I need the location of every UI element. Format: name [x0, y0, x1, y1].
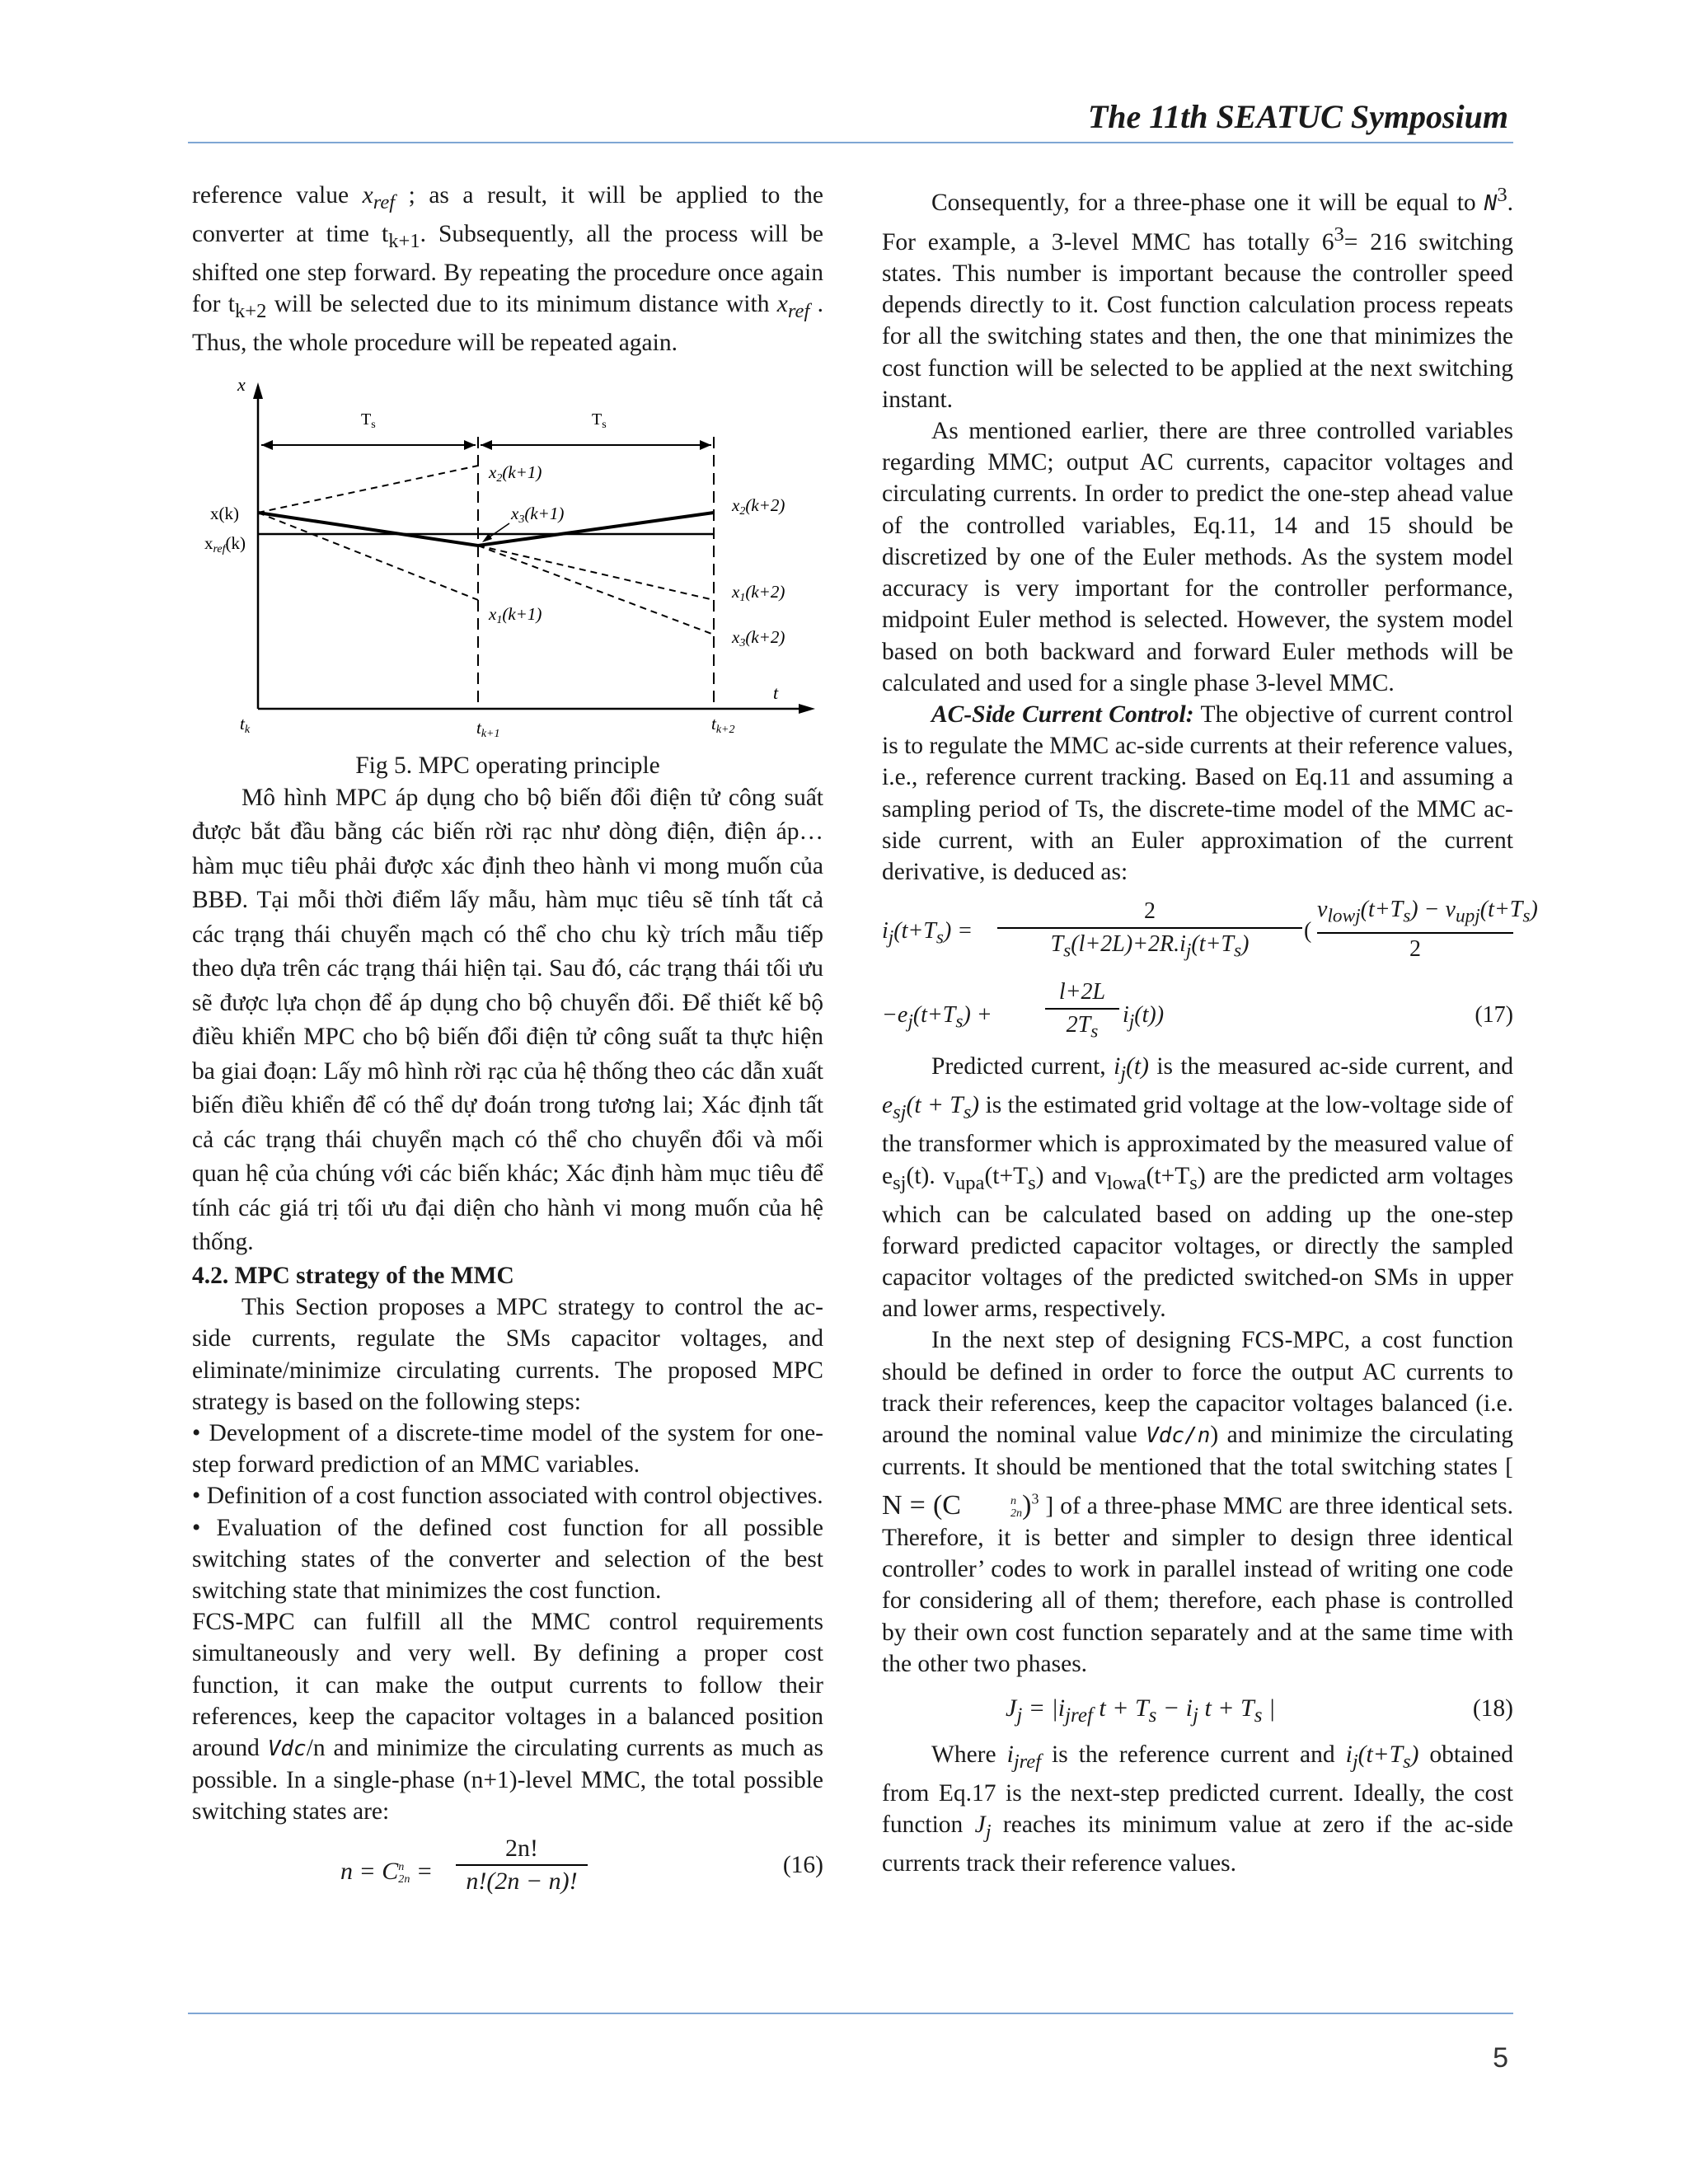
x2k2-label: x2(k+2)	[732, 494, 785, 518]
xk-label: x(k)	[210, 503, 239, 523]
ac-side-paragraph: AC-Side Current Control: The objective of current control is to regulate the MMC ac-side currents at their reference values, i.e., reference current tracking. Based on Eq.11 and assuming a sampling period of Ts, the discrete-time model of the MMC ac-side current, with an Euler approximation of the current derivative, is deduced as:	[882, 701, 1514, 885]
section-intro: This Section proposes a MPC strategy to control the ac-side currents, regulate the SMs capacitor voltages, and eliminate/minimize circulating currents. The proposed MPC strategy is based on the following steps:	[192, 1294, 823, 1415]
x3k2-label: x3(k+2)	[732, 626, 785, 649]
bullet-item: • Development of a discrete-time model of the system for one-step forward prediction of an MMC variables.	[192, 1419, 823, 1479]
x2k1-prediction	[258, 466, 478, 513]
bullet-item: • Evaluation of the defined cost function for all possible switching states of the converter and selection of the best switching state that minimizes the cost function.	[192, 1514, 823, 1604]
equation-16: n = C n 2n = 2n! n!(2n − n)! (16)	[192, 1833, 823, 1907]
right-column	[882, 180, 1538, 1880]
equation-number: (16)	[782, 1851, 823, 1878]
x2k1-label: x2(k+1)	[489, 462, 542, 485]
mpc-principle-figure	[192, 363, 823, 750]
t-axis-label: t	[773, 682, 779, 703]
page-number: 5	[1493, 2042, 1508, 2074]
tk2-label: tk+2	[711, 713, 735, 736]
ts1-label: $T_s$	[361, 410, 376, 431]
tk-label: tk	[240, 713, 251, 736]
t-axis-arrow-icon	[799, 704, 815, 714]
bullet-item: • Definition of a cost function associated with control objectives.	[192, 1483, 823, 1510]
x1k1-label: x1(k+1)	[489, 603, 542, 626]
x3k1-label: x3(k+1)	[511, 503, 565, 526]
left-column	[192, 180, 823, 1912]
intro-paragraph: reference value $x_{ref}$ ; as a result, it will be applied to the converter at time $t_{k+1}$. Subsequently, all the process will be shifted one step forward. By repeating the procedure once again for $t_{k+2}$ will be selected due to its minimum distance with $x_{ref}$ . Thus, the whole procedure will be repeated again.	[192, 182, 823, 357]
xrefk-label: xref(k)	[204, 532, 246, 555]
tk1-label: tk+1	[476, 717, 500, 740]
euler-paragraph: As mentioned earlier, there are three controlled variables regarding MMC; output AC currents, capacitor voltages and circulating currents. In order to predict the one-step ahead value of the controlled variables, Eq.11, 14 and 15 should be discretized by one of the Euler methods. As the system model accuracy is very important for the controller performance, midpoint Euler method is selected. However, the system model based on both backward and forward Euler methods will be calculated and used for a single phase 3-level MMC.	[882, 418, 1513, 696]
section-heading: 4.2. MPC strategy of the MMC	[192, 1262, 514, 1289]
ts2-label: $T_s$	[592, 410, 607, 431]
y-axis-label: x	[237, 373, 246, 395]
x1k2-prediction	[478, 546, 714, 600]
running-header: The 11th SEATUC Symposium	[1087, 98, 1508, 135]
y-axis-arrow-icon	[253, 382, 263, 399]
switching-states-paragraph: Consequently, for a three-phase one it will be equal to $N^3$. For example, a 3-level MMC has totally $6^3= 216$ switching states. This number is important because the controller speed depends directly to it. Cost function calculation process repeats for all the switching states and then, the one that minimizes the cost function will be selected to be applied at the next switching instant.	[882, 184, 1513, 413]
equation-number: (17)	[1475, 1002, 1513, 1029]
vietnamese-paragraph: Mô hình MPC áp dụng cho bộ biến đổi điện tử công suất được bắt đầu bằng các biến rời rạc như dòng điện, điện áp… hàm mục tiêu phải được xác định theo hành vi mong muốn của BBĐ. Tại mỗi thời điểm lấy mẫu, hàm mục tiêu sẽ tính tất cả các trạng thái chuyển mạch có thể cho chu kỳ trích mẫu tiếp theo dựa trên các trạng thái hiện tại. Sau đó, các trạng thái tối ưu sẽ được lựa chọn để áp dụng cho bộ chuyển đổi. Để thiết kế bộ điều khiển MPC cho bộ biến đổi điện tử công suất ta thực hiện ba giai đoạn: Lấy mô hình rời rạc của hệ thống theo các dẫn xuất biến điều khiển để có thể dự đoán trong tương lai; Xác định tất cả các trạng thái chuyển mạch có thể cho chuyển đổi và mối quan hệ của chúng với các biến khác; Xác định hàm mục tiêu để tính các giá trị tối ưu đại diện cho hành vi mong muốn của hệ thống.	[192, 784, 823, 1256]
figure-caption: Fig 5. MPC operating principle	[355, 752, 660, 779]
x1k2-label: x1(k+2)	[732, 581, 785, 604]
header-rule	[188, 142, 1513, 143]
where-paragraph: Where $i_{jref}$ is the reference current and $i_j(t+T_s)$ obtained from Eq.17 is the next-step predicted current. Ideally, the cost function $J_j$ reaches its minimum value at zero if the ac-side currents track their reference values.	[882, 1741, 1514, 1877]
x1k1-prediction	[258, 513, 478, 600]
fcs-mpc-paragraph: FCS-MPC can fulfill all the MMC control requirements simultaneously and very well. By defining a proper cost function, it can make the output currents to follow their references, keep the capacitor voltages in a balanced position around Vdc/n and minimize the circulating currents as much as possible. In a single-phase (n+1)-level MMC, the total possible switching states are:	[192, 1609, 823, 1825]
cost-function-paragraph: In the next step of designing FCS-MPC, a cost function should be defined in order to force the output AC currents to track their references, keep the capacitor voltages balanced (i.e. around the nominal value Vdc/n) and minimize the circulating currents. It should be mentioned that the total switching states [ N = (C n 2n )$^3$ ] of a three-phase MMC are three identical sets. Therefore, it is better and simpler to design three identical controller’ codes to work in parallel instead of writing one code for considering all of them; therefore, each phase is controlled by their own cost function separately and at the same time with the other two phases.	[882, 1327, 1514, 1677]
footer-rule	[188, 2013, 1513, 2014]
predicted-current-paragraph: Predicted current, $i_j(t)$ is the measured ac-side current, and $e_{sj}(t + T_s)$ is the estimated grid voltage at the low-voltage side of the transformer which is approximated by the measured value of $e_{sj}(t)$. $v_{upa}(t+T_s)$ and $v_{lowa}(t+T_s)$ are the predicted arm voltages which can be calculated based on adding up the one-step forward predicted capacitor voltages, or directly the sampled capacitor voltages of the predicted switched-on SMs in upper and lower arms, respectively.	[882, 1053, 1513, 1323]
equation-17: $i_j(t+T_s)$ = 2 $T_s(l+2L)+2R.i_j(t+T_s)$ ( $v_{lowj}(t+T_s) - v_{upj}(t+T_s)$ 2 $-e_j(t+T_s)$ + l+2L $2T_s$ $i_j(t)$) (17)	[882, 894, 1513, 1051]
equation-number: (18)	[1472, 1694, 1513, 1722]
equation-18: $J_j = |i_{jref}$ $t + T_s - i_j$ $t + T_s$ | (18)	[1006, 1694, 1513, 1727]
